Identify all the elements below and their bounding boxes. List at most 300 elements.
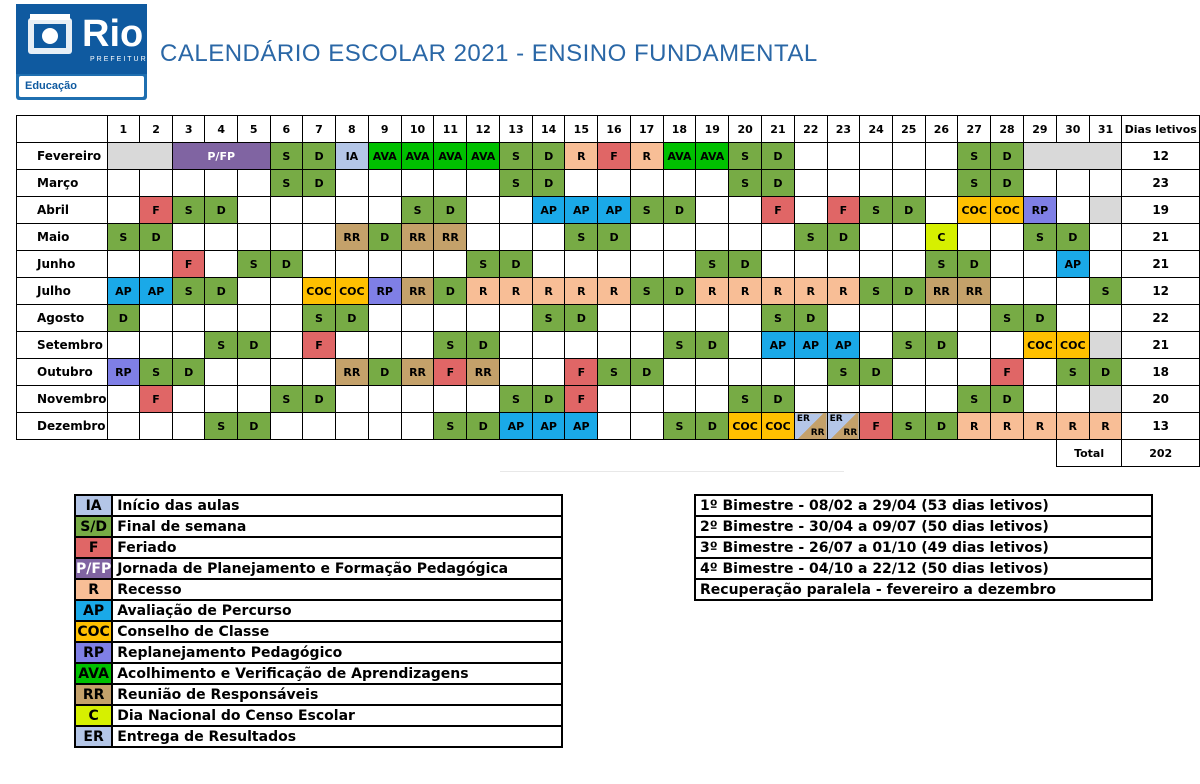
day-cell-d: D [303,386,336,413]
days-letivos-value: 19 [1122,197,1200,224]
day-cell-r: R [467,278,500,305]
day-cell-empty [172,332,205,359]
day-cell-empty [434,170,467,197]
day-cell-s: S [892,332,925,359]
legend-label: Feriado [112,537,562,558]
day-cell-empty [1024,251,1057,278]
day-cell-empty [925,359,958,386]
day-cell-empty [696,386,729,413]
logo-word: Rio [82,13,144,55]
day-cell-empty [663,170,696,197]
day-cell-f: F [991,359,1024,386]
day-cell-empty [205,386,238,413]
day-cell-rp: RP [368,278,401,305]
day-cell-out-of-month [1024,143,1122,170]
day-cell-s: S [500,170,533,197]
day-cell-empty [991,278,1024,305]
day-header: 6 [270,116,303,143]
city-seal-icon [26,14,74,58]
day-cell-empty [827,251,860,278]
total-label: Total [1056,440,1122,467]
day-header: 31 [1089,116,1122,143]
day-cell-ap: AP [762,332,795,359]
day-cell-d: D [467,413,500,440]
day-cell-f: F [140,197,173,224]
legend-code: AP [75,600,112,621]
day-cell-empty [1024,359,1057,386]
bimestre-label: 4º Bimestre - 04/10 a 22/12 (50 dias letivos) [695,558,1152,579]
day-cell-s: S [729,386,762,413]
day-cell-empty [565,170,598,197]
day-cell-d: D [762,386,795,413]
legend-row [75,663,562,684]
day-cell-empty [467,197,500,224]
legend-code: R [75,579,112,600]
day-cell-coc: COC [762,413,795,440]
day-cell-empty [270,413,303,440]
day-cell-empty [696,197,729,224]
day-cell-empty [663,305,696,332]
day-cell-empty [958,332,991,359]
day-cell-empty [958,359,991,386]
day-cell-empty [205,251,238,278]
day-cell-empty [303,224,336,251]
day-cell-s: S [958,143,991,170]
er-rr-split [795,413,827,439]
day-cell-empty [467,305,500,332]
day-cell-empty [892,359,925,386]
month-label: Julho [17,278,108,305]
day-cell-empty [860,386,893,413]
month-row [17,359,1200,386]
day-cell-d: D [1056,224,1089,251]
day-cell-empty [303,413,336,440]
day-cell-ava: AVA [663,143,696,170]
day-cell-empty [140,251,173,278]
day-cell-d: D [532,170,565,197]
day-cell-empty [1089,251,1122,278]
legend-label: Reunião de Responsáveis [112,684,562,705]
day-cell-empty [368,386,401,413]
day-cell-empty [270,197,303,224]
day-header: 24 [860,116,893,143]
month-row [17,197,1200,224]
day-cell-empty [827,386,860,413]
day-cell-empty [434,251,467,278]
day-cell-empty [107,251,140,278]
day-cell-empty [925,386,958,413]
legend-row [75,600,562,621]
day-cell-empty [237,197,270,224]
day-cell-empty [500,332,533,359]
day-cell-empty [663,386,696,413]
legend-label: Acolhimento e Verificação de Aprendizagens [112,663,562,684]
month-label: Dezembro [17,413,108,440]
logo-department-band [19,76,144,97]
day-cell-empty [630,170,663,197]
day-cell-s: D [368,224,401,251]
day-cell-empty [401,170,434,197]
legend-row [75,579,562,600]
day-cell-empty [663,251,696,278]
day-cell-d: D [598,224,631,251]
day-cell-empty [598,332,631,359]
month-label: Março [17,170,108,197]
day-cell-r: R [958,413,991,440]
day-cell-er [794,413,827,440]
day-cell-empty [565,332,598,359]
day-cell-rp: RP [1024,197,1057,224]
day-cell-d: D [1024,305,1057,332]
day-cell-s: S [794,224,827,251]
days-letivos-value: 12 [1122,278,1200,305]
days-letivos-value: 18 [1122,359,1200,386]
day-cell-empty [467,224,500,251]
day-cell-empty [270,359,303,386]
day-header: 9 [368,116,401,143]
day-cell-empty [630,305,663,332]
day-cell-empty [827,143,860,170]
day-cell-empty [729,197,762,224]
day-cell-s: S [500,386,533,413]
day-cell-empty [532,251,565,278]
day-cell-empty [401,251,434,278]
day-cell-r: R [565,143,598,170]
day-cell-empty [107,197,140,224]
day-cell-ap: AP [598,197,631,224]
day-header: 25 [892,116,925,143]
day-cell-s: S [892,413,925,440]
day-cell-s: S [303,305,336,332]
bimestre-row [695,495,1152,516]
day-cell-s: S [860,278,893,305]
day-cell-empty [368,332,401,359]
day-cell-f: F [598,143,631,170]
day-cell-r: R [991,413,1024,440]
day-header: 8 [335,116,368,143]
day-cell-empty [729,305,762,332]
legend-code: COC [75,621,112,642]
day-cell-ava: AVA [401,143,434,170]
day-cell-r: R [565,278,598,305]
corner-cell [17,116,108,143]
day-cell-empty [140,332,173,359]
legend-label: Replanejamento Pedagógico [112,642,562,663]
legend-row [75,558,562,579]
day-cell-empty [794,251,827,278]
day-cell-empty [467,386,500,413]
page-title: CALENDÁRIO ESCOLAR 2021 - ENSINO FUNDAMENTAL [160,40,818,67]
day-header: 3 [172,116,205,143]
day-header: 22 [794,116,827,143]
er-label: ER [829,414,843,424]
day-cell-r: R [1089,413,1122,440]
day-cell-s: S [172,197,205,224]
divider [500,471,844,472]
day-cell-r: R [532,278,565,305]
day-header: 28 [991,116,1024,143]
day-cell-empty [368,413,401,440]
day-cell-s: S [237,251,270,278]
day-cell-empty [140,413,173,440]
day-cell-empty [925,170,958,197]
day-cell-empty [663,359,696,386]
bimestre-label: Recuperação paralela - fevereiro a dezembro [695,579,1152,600]
day-cell-empty [1056,305,1089,332]
day-cell-empty [401,413,434,440]
day-cell-empty [303,251,336,278]
days-letivos-value: 20 [1122,386,1200,413]
day-cell-empty [532,332,565,359]
day-cell-empty [794,143,827,170]
total-row-spacer [17,440,1057,467]
day-cell-s: S [630,278,663,305]
day-cell-rr: RR [467,359,500,386]
day-cell-empty [237,386,270,413]
day-cell-f: F [140,386,173,413]
legend-row [75,537,562,558]
day-cell-s: S [205,332,238,359]
day-cell-empty [892,305,925,332]
day-cell-coc: COC [991,197,1024,224]
day-cell-empty [630,251,663,278]
day-cell-ava: AVA [696,143,729,170]
legend-label: Conselho de Classe [112,621,562,642]
day-cell-coc: COC [958,197,991,224]
day-cell-empty [270,332,303,359]
day-cell-s: S [172,278,205,305]
day-cell-empty [860,224,893,251]
day-cell-empty [532,224,565,251]
day-cell-empty [107,332,140,359]
day-cell-empty [696,305,729,332]
day-cell-s: S [140,359,173,386]
month-label: Junho [17,251,108,278]
day-cell-s: S [270,170,303,197]
day-cell-empty [303,197,336,224]
day-cell-empty [598,305,631,332]
day-cell-empty [368,251,401,278]
day-cell-coc: COC [303,278,336,305]
day-cell-out-of-month [1089,197,1122,224]
day-cell-rp: RP [107,359,140,386]
day-cell-rr: RR [335,224,368,251]
day-cell-d: D [172,359,205,386]
day-cell-empty [205,224,238,251]
day-cell-empty [892,143,925,170]
day-cell-d: D [532,386,565,413]
day-cell-d: D [696,332,729,359]
day-cell-empty [892,170,925,197]
day-cell-ava: AVA [368,143,401,170]
day-cell-rr: RR [401,278,434,305]
logo-department: Educação [25,80,77,92]
day-cell-rr: RR [401,359,434,386]
day-header: 23 [827,116,860,143]
day-cell-d: D [991,386,1024,413]
day-cell-ap: AP [794,332,827,359]
day-cell-ap: AP [107,278,140,305]
day-cell-s: S [500,143,533,170]
day-cell-empty [696,170,729,197]
day-cell-empty [335,251,368,278]
day-cell-d: D [696,413,729,440]
legend-code: C [75,705,112,726]
bimestre-row [695,516,1152,537]
day-cell-empty [860,143,893,170]
day-cell-rr: RR [335,359,368,386]
legend-row [75,705,562,726]
day-cell-s: S [401,197,434,224]
day-cell-empty [1056,278,1089,305]
day-cell-empty [860,170,893,197]
er-label: ER [796,414,810,424]
day-cell-empty [630,386,663,413]
day-cell-empty [729,359,762,386]
month-label: Setembro [17,332,108,359]
prefeitura-rio-logo [16,4,155,100]
total-value: 202 [1122,440,1200,467]
day-cell-f: F [434,359,467,386]
day-cell-s: S [630,197,663,224]
day-cell-r: R [500,278,533,305]
legend-label: Início das aulas [112,495,562,516]
legend-code: AVA [75,663,112,684]
day-cell-empty [598,413,631,440]
day-cell-d: D [335,305,368,332]
day-cell-out-of-month [1089,386,1122,413]
day-cell-ap: AP [565,197,598,224]
day-cell-s: S [729,170,762,197]
day-cell-empty [1024,386,1057,413]
day-cell-ap: AP [140,278,173,305]
day-cell-d: D [827,224,860,251]
day-cell-empty [401,332,434,359]
day-cell-d: D [860,359,893,386]
month-label: Maio [17,224,108,251]
day-cell-rr: RR [958,278,991,305]
day-cell-empty [107,413,140,440]
day-cell-empty [1024,278,1057,305]
day-cell-s: S [434,413,467,440]
days-letivos-value: 21 [1122,332,1200,359]
day-header: 4 [205,116,238,143]
day-cell-d: D [303,143,336,170]
rr-label: RR [810,428,825,438]
legend-code: RP [75,642,112,663]
day-cell-d: D [991,143,1024,170]
day-cell-empty [729,224,762,251]
day-cell-s: S [434,332,467,359]
bimestre-label: 3º Bimestre - 26/07 a 01/10 (49 dias letivos) [695,537,1152,558]
day-cell-empty [958,224,991,251]
day-cell-d: D [237,332,270,359]
day-cell-empty [172,224,205,251]
calendar-header-row [17,116,1200,143]
day-cell-empty [1056,386,1089,413]
day-cell-d: D [762,143,795,170]
day-header: 21 [762,116,795,143]
month-label: Abril [17,197,108,224]
day-cell-empty [991,332,1024,359]
legend-code: IA [75,495,112,516]
day-cell-empty [467,170,500,197]
day-cell-empty [140,305,173,332]
day-cell-s: S [467,251,500,278]
day-cell-empty [500,224,533,251]
days-letivos-value: 23 [1122,170,1200,197]
day-cell-d: D [1089,359,1122,386]
day-cell-empty [270,224,303,251]
day-cell-empty [107,170,140,197]
day-cell-empty [172,170,205,197]
day-cell-empty [237,278,270,305]
bimestre-label: 2º Bimestre - 30/04 a 09/07 (50 dias letivos) [695,516,1152,537]
day-header: 10 [401,116,434,143]
day-cell-empty [172,305,205,332]
day-cell-s: S [1024,224,1057,251]
legend-label: Entrega de Resultados [112,726,562,747]
day-cell-empty [1056,197,1089,224]
month-label: Agosto [17,305,108,332]
day-cell-empty [140,170,173,197]
legend-label: Final de semana [112,516,562,537]
day-cell-r: R [794,278,827,305]
day-cell-s: S [663,413,696,440]
day-cell-empty [991,224,1024,251]
days-letivos-value: 12 [1122,143,1200,170]
day-cell-d: D [237,413,270,440]
day-cell-d: D [467,332,500,359]
day-cell-coc: COC [1024,332,1057,359]
day-cell-ava: AVA [434,143,467,170]
day-cell-empty [827,305,860,332]
day-cell-empty [860,251,893,278]
bimestres-table [694,494,1153,601]
day-cell-empty [500,359,533,386]
day-header: 13 [500,116,533,143]
day-header: 1 [107,116,140,143]
day-cell-empty [335,170,368,197]
day-cell-coc: COC [729,413,762,440]
day-cell-d: D [434,197,467,224]
day-cell-empty [1089,305,1122,332]
days-letivos-header: Dias letivos [1122,116,1200,143]
day-cell-empty [237,170,270,197]
day-cell-empty [368,305,401,332]
month-row [17,305,1200,332]
day-cell-rr: RR [925,278,958,305]
bimestre-row [695,537,1152,558]
day-header: 16 [598,116,631,143]
legend-row [75,495,562,516]
day-cell-s: S [860,197,893,224]
calendar-table [16,115,1200,467]
day-cell-empty [630,224,663,251]
legend-code: S/D [75,516,112,537]
day-cell-s: S [663,332,696,359]
day-cell-s: S [107,224,140,251]
legend-label: Dia Nacional do Censo Escolar [112,705,562,726]
logo-prefeitura: PREFEITURA [90,56,155,63]
day-cell-s: S [925,251,958,278]
legend-code: RR [75,684,112,705]
day-cell-empty [827,170,860,197]
day-cell-d: D [565,305,598,332]
legend-row [75,621,562,642]
day-cell-rr: RR [401,224,434,251]
day-cell-empty [598,251,631,278]
